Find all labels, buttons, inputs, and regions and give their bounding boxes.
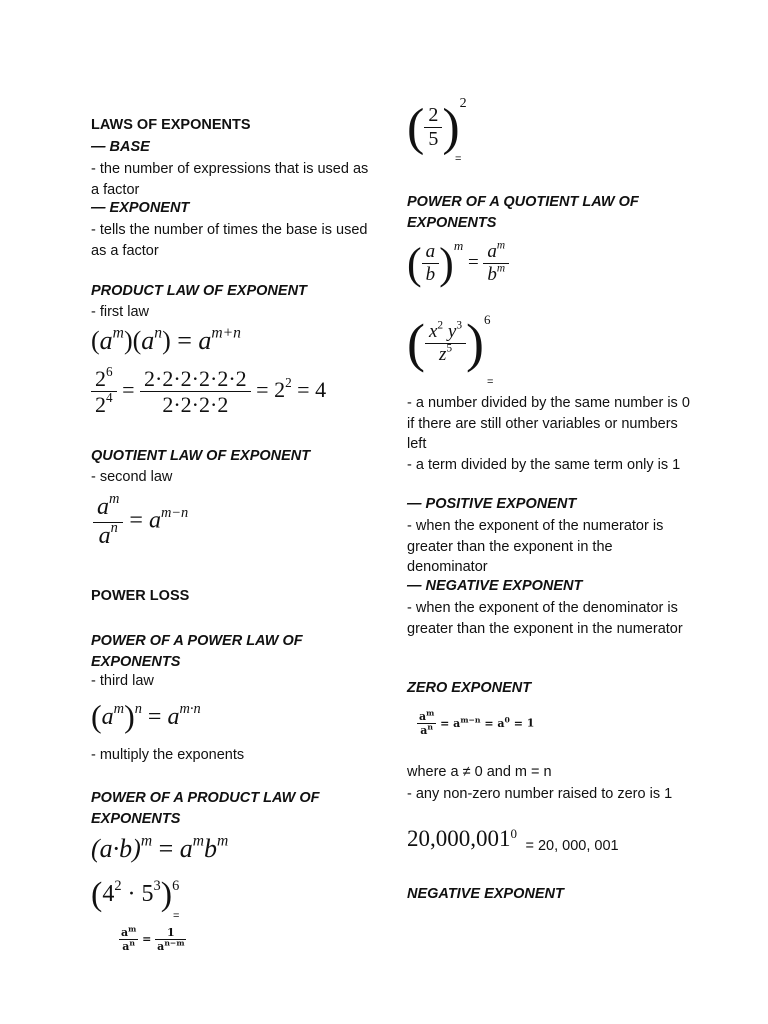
product-law-subtitle: - first law bbox=[91, 304, 149, 320]
negative-exponent-description: - when the exponent of the denominator is greater than the exponent in the numerator bbox=[407, 600, 683, 637]
page-title: LAWS OF EXPONENTS bbox=[91, 117, 251, 133]
quotient-law-heading: QUOTIENT LAW OF EXPONENT bbox=[91, 448, 311, 464]
positive-exponent-heading: — POSITIVE EXPONENT bbox=[407, 496, 577, 512]
note-same-number: - a number divided by the same number is 0 if there are still other variables or numbers left bbox=[407, 395, 690, 452]
big-number-example bbox=[407, 826, 619, 852]
power-of-product-example: $(4^2 \cdot 5^3)^6$ bbox=[91, 876, 180, 913]
quotient-law-subtitle: - second law bbox=[91, 469, 173, 485]
equals-mark: = bbox=[455, 153, 462, 165]
base-heading: — BASE bbox=[91, 139, 150, 155]
exponent-heading: — EXPONENT bbox=[91, 200, 190, 216]
negative-exponent-subheading: — NEGATIVE EXPONENT bbox=[407, 578, 583, 594]
big-number-result: = 20, 000, 001 bbox=[525, 838, 619, 854]
product-law-heading: PRODUCT LAW OF EXPONENT bbox=[91, 283, 307, 299]
zero-exponent-heading: ZERO EXPONENT bbox=[407, 680, 532, 696]
power-of-power-heading: POWER OF A POWER LAW OF EXPONENTS bbox=[91, 633, 303, 670]
power-of-product-heading: POWER OF A PRODUCT LAW OF EXPONENTS bbox=[91, 790, 320, 827]
zero-exponent-note: - any non-zero number raised to zero is 1 bbox=[407, 786, 673, 802]
power-of-quotient-formula: ( $\frac{a}{b}$ )$^m$ = $\frac{a^m}{b^m}$ bbox=[407, 238, 509, 289]
equals-mark: = bbox=[487, 376, 494, 388]
quotient-law-formula: $\frac{a^m}{a^n}$ = $a^{m-n}$ bbox=[93, 494, 188, 550]
base-description: - the number of expressions that is used as a factor bbox=[91, 161, 369, 198]
power-of-power-subtitle: - third law bbox=[91, 673, 154, 689]
fraction-example: ( $\frac{2}{5}$ )$^2$ bbox=[407, 96, 467, 156]
zero-condition: where a ≠ 0 and m = n bbox=[407, 764, 552, 780]
note-same-term: - a term divided by the same term only is 1 bbox=[407, 457, 681, 473]
big-number: 20,000,001 bbox=[407, 826, 511, 851]
zero-exponent-formula: $\frac{a^m}{a^n}$ = $a^{m-n} = a^0 = 1$ bbox=[419, 708, 535, 738]
power-of-product-formula: $(a\cdot b)^m = a^mb^m$ bbox=[91, 832, 229, 863]
product-law-formula: $(a^m)(a^n) = a^{m+n}$ bbox=[91, 324, 241, 355]
product-law-example: $\frac{2^6}{2^4}$ = $\frac{2\cdot 2\cdot 2\cdot 2\cdot 2\cdot 2}{2\cdot 2\cdot 2\cdot 2}$ = $2^2 = 4$ bbox=[91, 366, 326, 418]
power-of-power-note: - multiply the exponents bbox=[91, 747, 245, 763]
xyz-example: ( $\frac{x^2 y^3}{z^5}$ )$^6$ bbox=[407, 312, 491, 373]
power-of-quotient-heading: POWER OF A QUOTIENT LAW OF EXPONENTS bbox=[407, 194, 639, 231]
positive-exponent-description: - when the exponent of the numerator is greater than the exponent in the denominator bbox=[407, 518, 664, 575]
power-of-power-formula: $(a^m)^n = a^{m\cdot n}$ bbox=[91, 698, 201, 734]
big-number-exponent: 0 bbox=[510, 826, 517, 841]
equals-mark: = bbox=[173, 910, 180, 922]
negative-exponent-heading: NEGATIVE EXPONENT bbox=[407, 886, 564, 902]
exponent-description: - tells the number of times the base is used as a factor bbox=[91, 222, 368, 259]
power-loss-heading: POWER LOSS bbox=[91, 588, 190, 604]
negative-exponent-formula: $\frac{a^m}{a^n}$ = $\frac{1}{a^{n-m}}$ bbox=[121, 924, 185, 954]
